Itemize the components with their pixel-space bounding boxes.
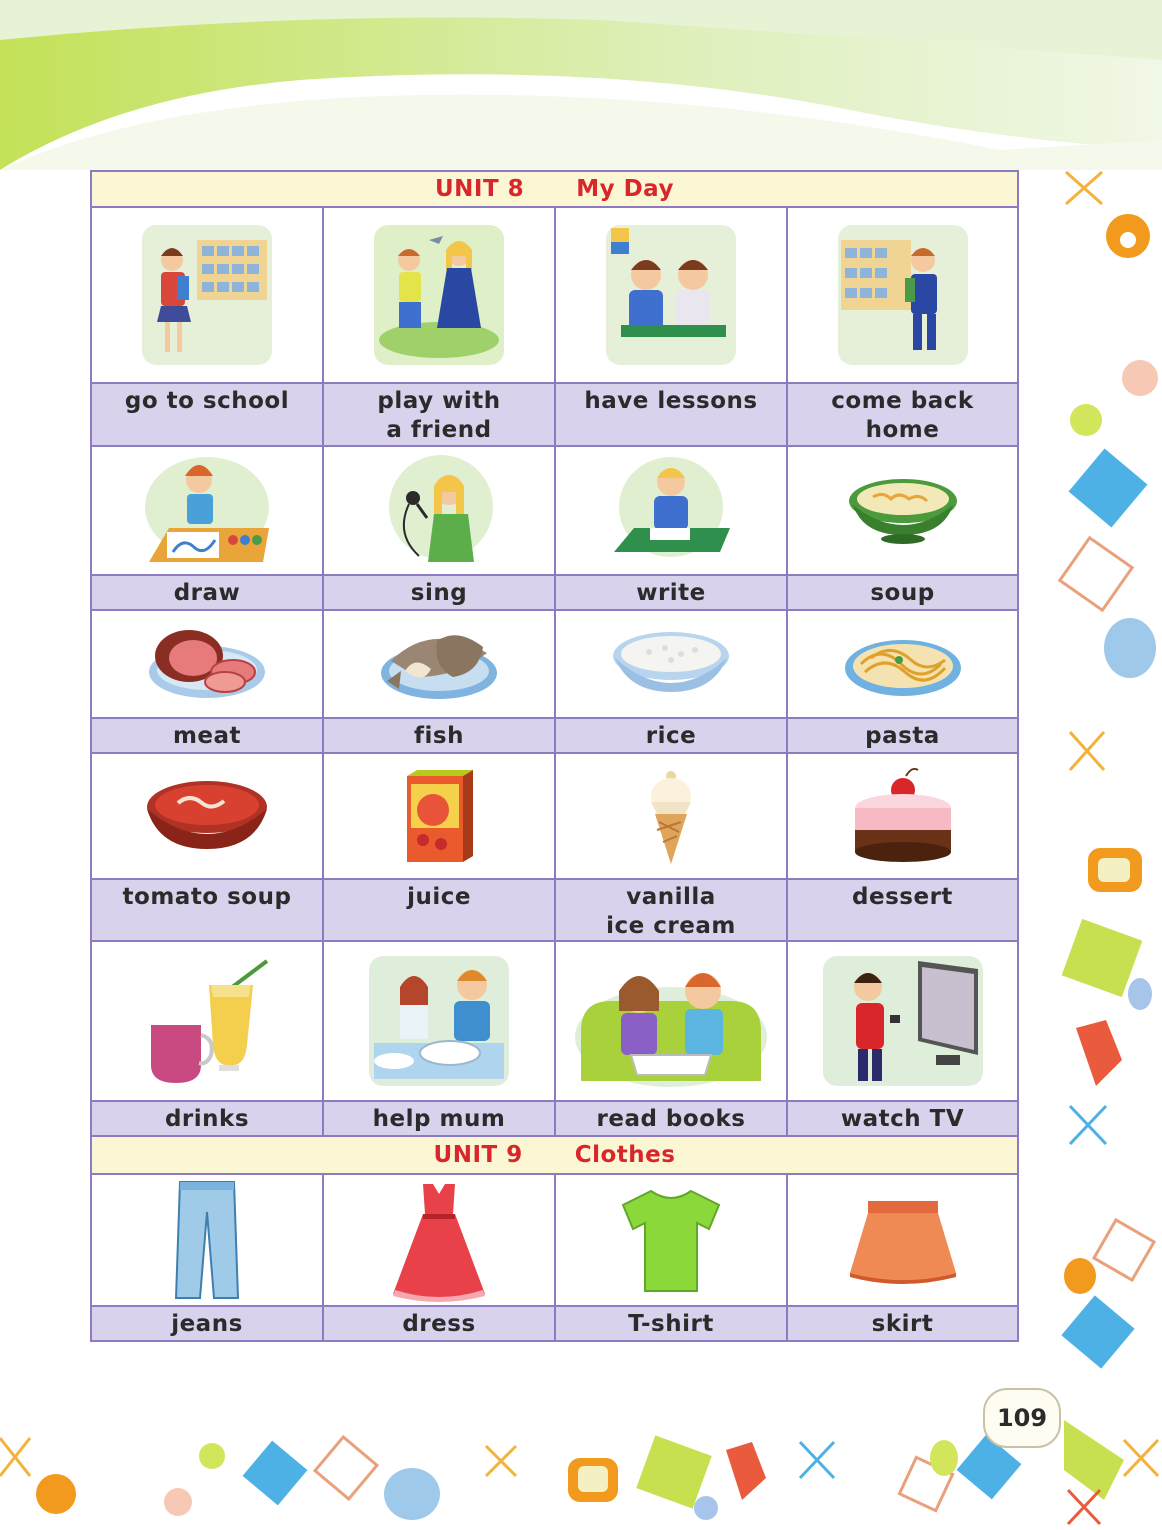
unit-8-title: My Day (576, 176, 674, 202)
label-dessert: dessert (852, 884, 953, 910)
ice-cream-cone-icon (641, 766, 701, 866)
label-tomato-soup: tomato soup (122, 884, 292, 910)
unit-9-title: Clothes (574, 1142, 676, 1168)
girl-singing-icon (379, 452, 499, 570)
skirt-icon (848, 1195, 958, 1285)
unit-8-label: UNIT 8 (435, 176, 525, 202)
label-row-3 (92, 719, 1017, 754)
label-row-6 (92, 1307, 1017, 1340)
label-row-4 (92, 880, 1017, 942)
label-meat: meat (172, 723, 242, 749)
cell-have-lessons (556, 208, 788, 382)
label-go-to-school: go to school (124, 388, 290, 414)
cell-go-to-school (92, 208, 324, 382)
dress-icon (389, 1178, 489, 1302)
image-row-5 (92, 942, 1017, 1102)
washing-dishes-icon (364, 951, 514, 1091)
cross-decoration (1066, 172, 1102, 204)
t-shirt-icon (621, 1185, 721, 1295)
drinks-glasses-icon (137, 951, 277, 1091)
cell-play-with-a-friend (324, 208, 556, 382)
boy-watching-tv-icon (818, 951, 988, 1091)
children-playing-icon (369, 220, 509, 370)
label-skirt: skirt (871, 1311, 934, 1337)
image-row-4 (92, 754, 1017, 880)
cake-icon (848, 766, 958, 866)
label-juice: juice (407, 884, 471, 910)
label-come-back-home: come back home (831, 388, 974, 443)
juice-box-icon (399, 766, 479, 866)
label-rice: rice (645, 723, 697, 749)
boy-walking-home-icon (833, 220, 973, 370)
soup-bowl-icon (843, 471, 963, 551)
school-girl-icon (137, 220, 277, 370)
label-row-1 (92, 384, 1017, 447)
boy-writing-icon (606, 452, 736, 570)
image-row-1 (92, 208, 1017, 384)
label-have-lessons: have lessons (584, 388, 758, 414)
cell-come-back-home (788, 208, 1017, 382)
fish-plate-icon (377, 621, 501, 707)
rice-bowl-icon (609, 624, 733, 704)
reading-children-icon (571, 951, 771, 1091)
vocabulary-table (90, 170, 1019, 1342)
label-t-shirt: T-shirt (628, 1311, 714, 1337)
label-write: write (636, 580, 706, 606)
jeans-icon (172, 1178, 242, 1302)
meat-plate-icon (145, 624, 269, 704)
pupils-at-desk-icon (601, 220, 741, 370)
pasta-plate-icon (841, 624, 965, 704)
tomato-soup-icon (142, 771, 272, 861)
label-sing: sing (410, 580, 468, 606)
label-watch-tv: watch TV (840, 1106, 965, 1132)
image-row-6 (92, 1175, 1017, 1307)
label-help-mum: help mum (372, 1106, 506, 1132)
page-number: 109 (983, 1388, 1061, 1448)
label-play-with-a-friend: play with a friend (377, 388, 501, 443)
label-jeans: jeans (171, 1311, 243, 1337)
label-vanilla-ice-cream: vanilla ice cream (606, 884, 736, 939)
label-row-2 (92, 576, 1017, 611)
image-row-2 (92, 447, 1017, 576)
label-dress: dress (402, 1311, 476, 1337)
label-soup: soup (870, 580, 935, 606)
label-draw: draw (173, 580, 241, 606)
label-pasta: pasta (865, 723, 940, 749)
girl-drawing-icon (137, 452, 277, 570)
label-fish: fish (414, 723, 464, 749)
unit-9-header (92, 1137, 1017, 1175)
label-drinks: drinks (164, 1106, 250, 1132)
label-read-books: read books (596, 1106, 746, 1132)
unit-8-header (92, 172, 1017, 208)
unit-9-label: UNIT 9 (433, 1142, 523, 1168)
image-row-3 (92, 611, 1017, 719)
label-row-5 (92, 1102, 1017, 1137)
